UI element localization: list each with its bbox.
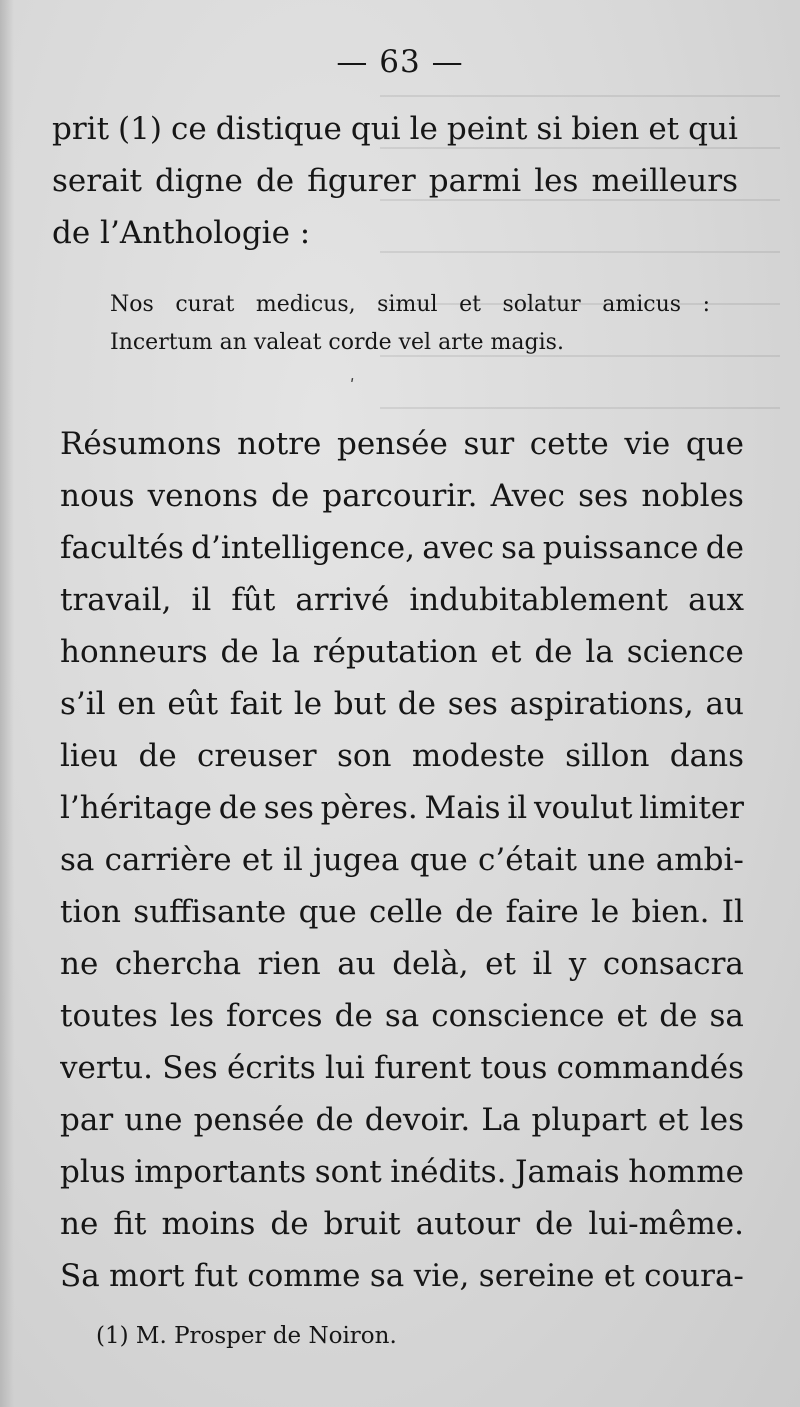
text-line: ne chercha rien au delà, et il y consacra <box>60 946 744 982</box>
text-line: nous venons de parcourir. Avec ses nobles <box>60 478 744 514</box>
footnote: (1) M. Prosper de Noiron. <box>96 1323 397 1349</box>
latin-distich <box>110 286 710 362</box>
text-line: tion suffisante que celle de faire le bien. Il <box>60 894 744 930</box>
distich-line: Incertum an valeat corde vel arte magis. <box>110 330 564 355</box>
text-line: facultés d’intelligence, avec sa puissance de <box>60 530 744 566</box>
text-line: honneurs de la réputation et de la science <box>60 634 744 670</box>
intro-paragraph <box>52 103 738 259</box>
text-line: par une pensée de devoir. La plupart et les <box>60 1102 744 1138</box>
page-edge-shadow <box>0 0 14 1407</box>
text-line: Sa mort fut comme sa vie, sereine et coura- <box>60 1258 744 1294</box>
text-line: lieu de creuser son modeste sillon dans <box>60 738 744 774</box>
text-line: serait digne de figurer parmi les meilleurs <box>52 163 738 199</box>
text-line: prit (1) ce distique qui le peint si bien et qui <box>52 111 738 147</box>
text-line: l’héritage de ses pères. Mais il voulut limiter <box>60 790 744 826</box>
page-number: — 63 — <box>336 44 464 80</box>
text-line: s’il en eût fait le but de ses aspirations, au <box>60 686 744 722</box>
text-line: toutes les forces de sa conscience et de sa <box>60 998 744 1034</box>
text-line: Résumons notre pensée sur cette vie que <box>60 426 744 462</box>
text-line: travail, il fût arrivé indubitablement aux <box>60 582 744 618</box>
text-line: sa carrière et il jugea que c’était une ambi- <box>60 842 744 878</box>
text-line: ne fit moins de bruit autour de lui-même. <box>60 1206 744 1242</box>
text-line: vertu. Ses écrits lui furent tous commandés <box>60 1050 744 1086</box>
text-line: de l’Anthologie : <box>52 215 311 251</box>
distich-line: Nos curat medicus, simul et solatur amicus : <box>110 292 710 317</box>
text-line: plus importants sont inédits. Jamais homme <box>60 1154 744 1190</box>
main-paragraph <box>60 418 744 1302</box>
stray-ink-mark: ʹ <box>350 376 355 395</box>
